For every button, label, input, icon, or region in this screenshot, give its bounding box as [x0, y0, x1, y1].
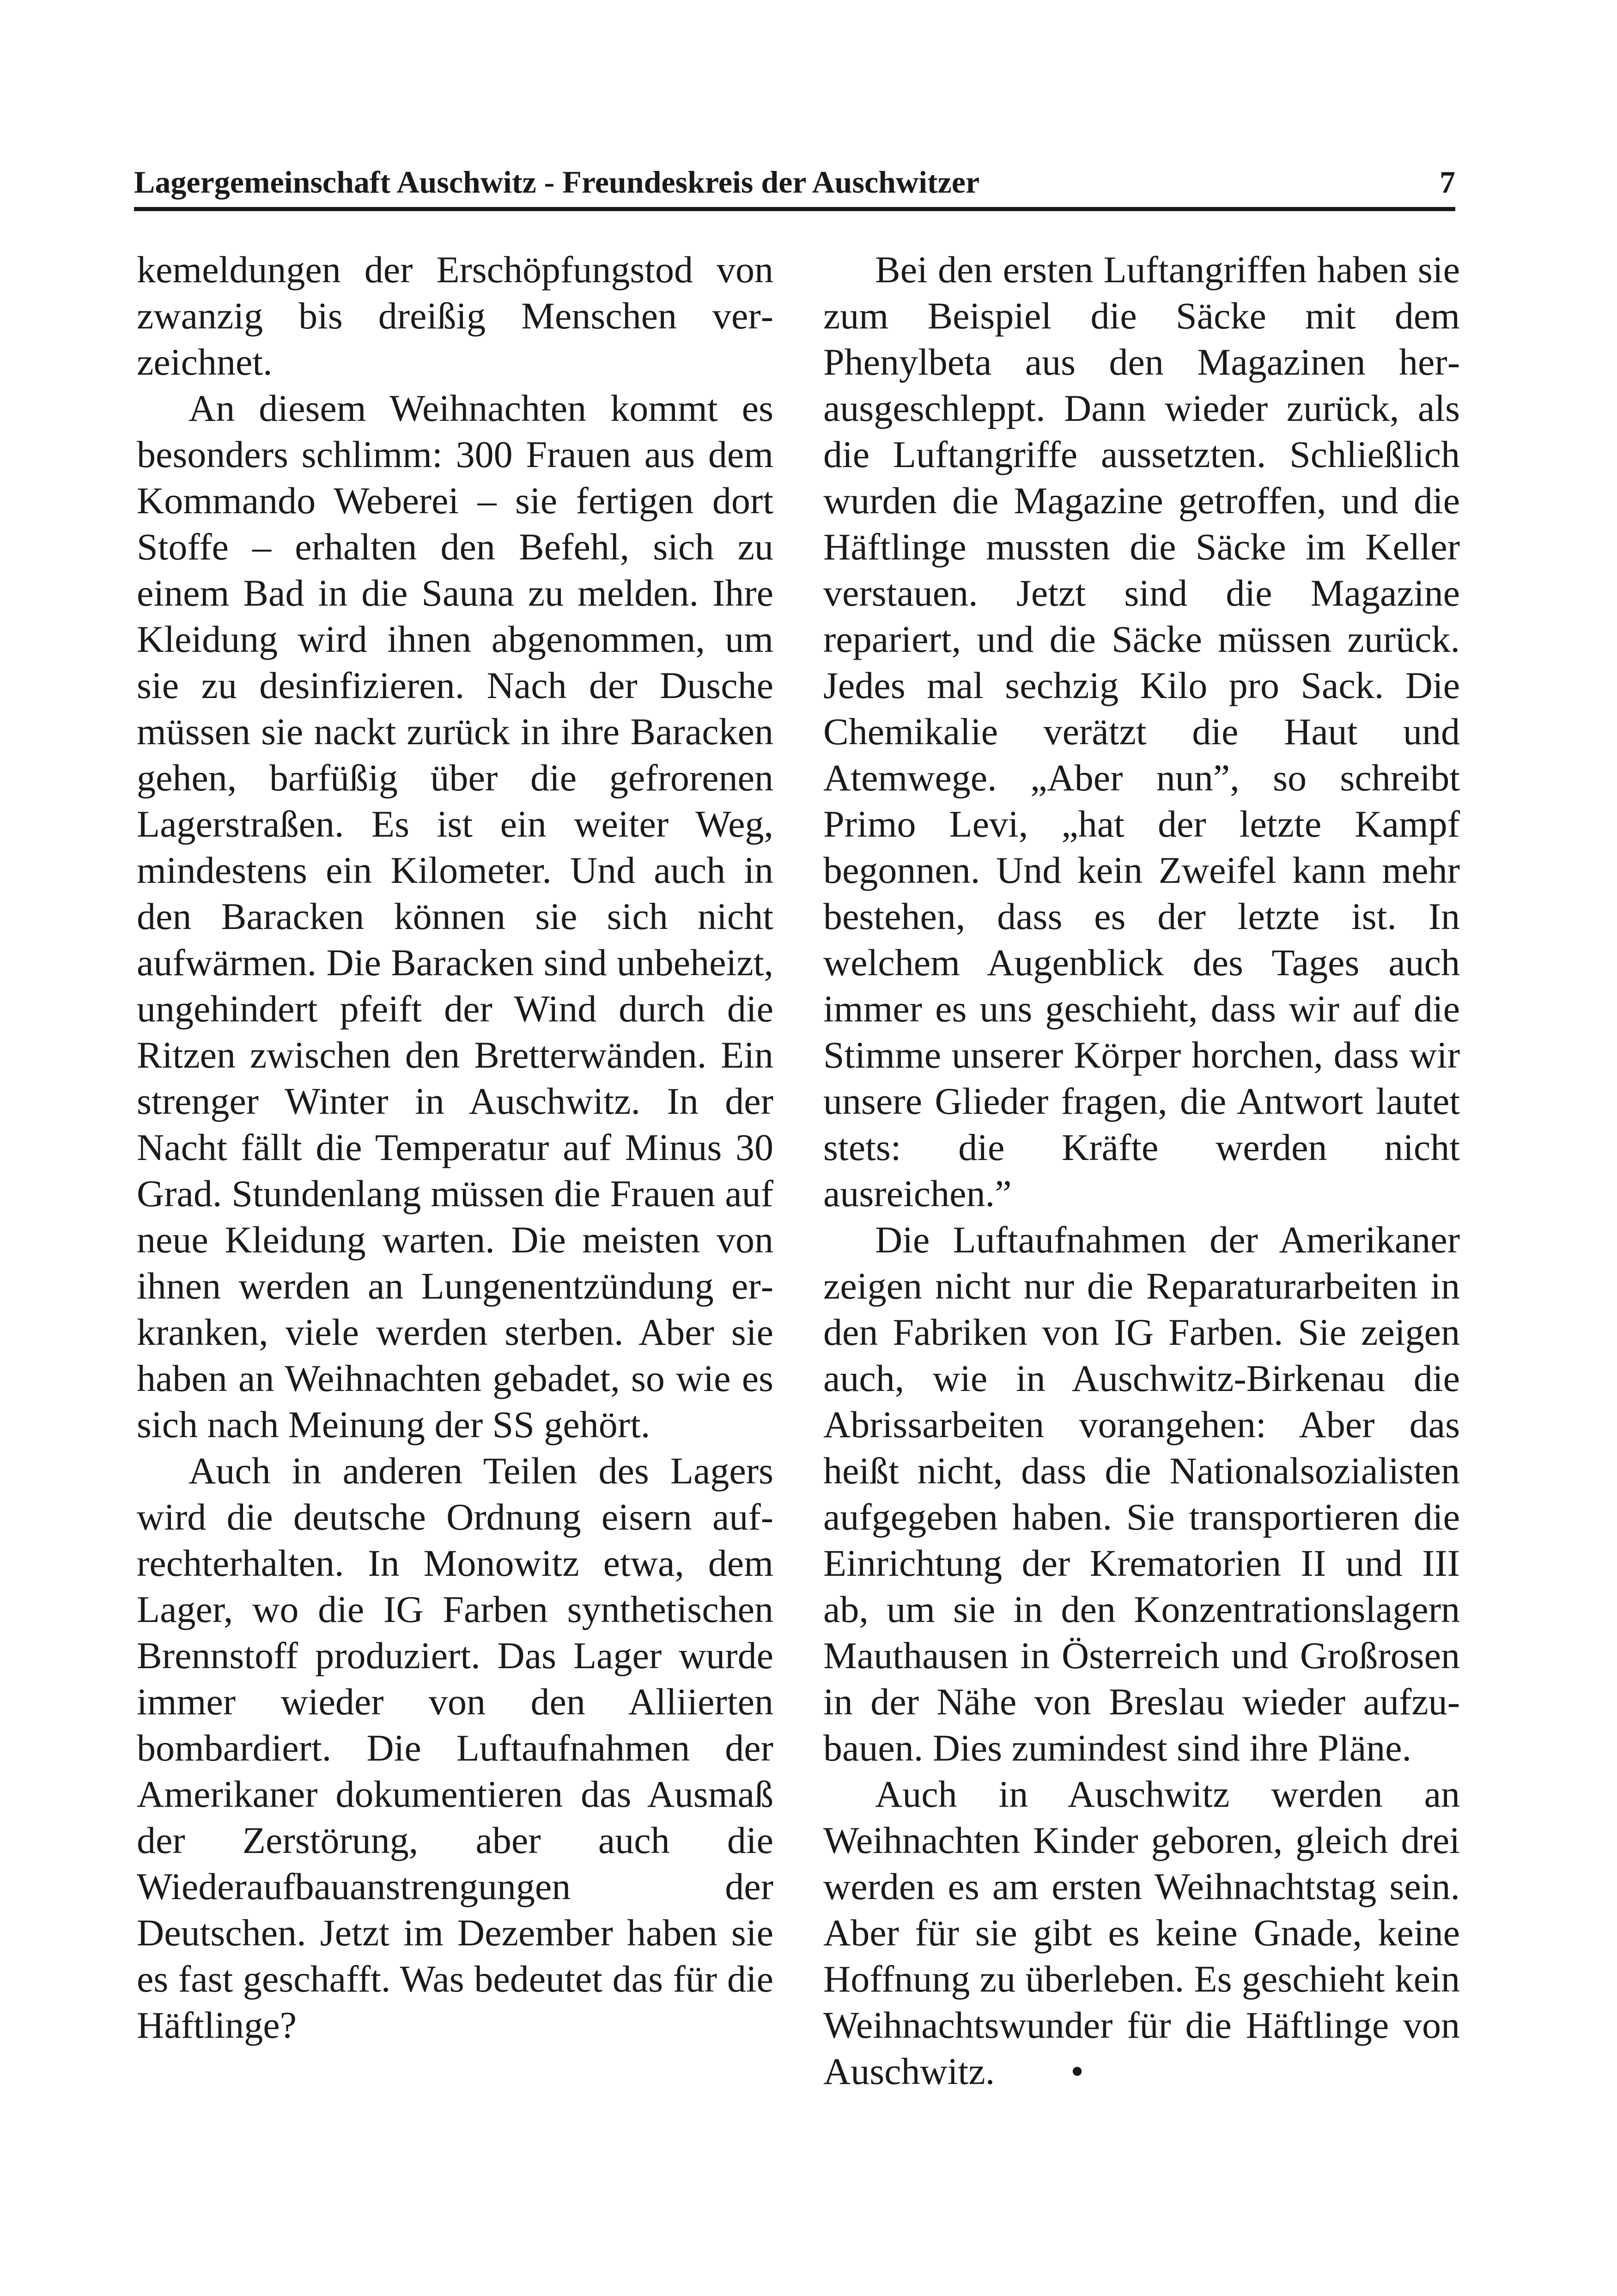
- running-header: [134, 163, 1455, 211]
- paragraph-right-1: Bei den ersten Luftangriffen haben sie zum Beispiel die Säcke mit dem Phenylbeta aus den Magazinen herausgeschleppt. Dann wieder zurück, als die Luftangriffe aussetzten. Schließlich wurden die Magazine getroffen, und die Häftlinge mussten die Säcke im Keller verstauen. Jetzt sind die Magazine repariert, und die Säcke müssen zurück. Jedes mal sechzig Kilo pro Sack. Die Chemikalie verätzt die Haut und Atemwege. „Aber nun”, so schreibt Primo Levi, „hat der letzte Kampf begonnen. Und kein Zweifel kann mehr bestehen, dass es der letzte ist. In welchem Augenblick des Tages auch immer es uns geschieht, dass wir auf die Stimme unserer Körper horchen, dass wir unsere Glieder fragen, die Antwort lautet stets: die Kräfte werden nicht ausreichen.”: [823, 249, 1460, 1215]
- end-of-article-bullet: •: [1070, 2050, 1084, 2092]
- paragraph-left-1: kemeldungen der Erschöpfungstod von zwanzig bis dreißig Menschen verzeichnet.: [137, 249, 773, 383]
- paragraph-left-3: Auch in anderen Teilen des Lagers wird die deutsche Ordnung eisern aufrechterhalten. In Monowitz etwa, dem Lager, wo die IG Farben synthetischen Brennstoff produziert. Das Lager wurde immer wieder von den Alliierten bombardiert. Die Luftaufnahmen der Amerikaner dokumentieren das Ausmaß der Zerstörung, aber auch die Wiederaufbauanstrengungen der Deutschen. Jetzt im Dezember haben sie es fast geschafft. Was bedeutet das für die Häftlinge?: [137, 1450, 773, 2046]
- paragraph-right-3: [823, 1771, 1460, 2095]
- header-title: Lagergemeinschaft Auschwitz - Freundeskreis der Auschwitzer: [134, 164, 980, 200]
- paragraph-left-2: An diesem Weihnachten kommt es besonders schlimm: 300 Frauen aus dem Kommando Weberei – sie fertigen dort Stoffe – erhalten den Befehl, sich zu einem Bad in die Sauna zu melden. Ihre Kleidung wird ihnen abgenommen, um sie zu desinfizieren. Nach der Dusche müssen sie nackt zurück in ihre Baracken gehen, barfüßig über die gefrorenen Lagerstraßen. Es ist ein weiter Weg, mindestens ein Kilometer. Und auch in den Baracken können sie sich nicht aufwärmen. Die Baracken sind unbeheizt, ungehindert pfeift der Wind durch die Ritzen zwischen den Bretterwänden. Ein strenger Winter in Auschwitz. In der Nacht fällt die Temperatur auf Minus 30 Grad. Stundenlang müssen die Frauen auf neue Kleidung warten. Die meisten von ihnen werden an Lungenentzündung erkranken, viele werden sterben. Aber sie haben an Weihnachten gebadet, so wie es sich nach Meinung der SS gehört.: [137, 387, 773, 1446]
- left-column: [137, 247, 773, 2048]
- page-number: 7: [1440, 164, 1455, 200]
- paragraph-right-2: Die Luftaufnahmen der Amerikaner zeigen nicht nur die Reparaturarbeiten in den Fabriken von IG Farben. Sie zeigen auch, wie in Auschwitz-Birkenau die Abrissarbeiten vorangehen: Aber das heißt nicht, dass die Nationalsozialisten aufgegeben haben. Sie transportieren die Einrichtung der Krematorien II und III ab, um sie in den Konzentrationslagern Mauthausen in Österreich und Großrosen in der Nähe von Breslau wieder aufzubauen. Dies zumindest sind ihre Pläne.: [823, 1219, 1460, 1769]
- right-column: [823, 247, 1460, 2095]
- paragraph-right-3-text: Auch in Auschwitz werden an Weihnachten Kinder geboren, gleich drei werden es am ersten Weihnachtstag sein. Aber für sie gibt es keine Gnade, keine Hoffnung zu überleben. Es geschieht kein Weihnachtswunder für die Häftlinge von Auschwitz.: [823, 1773, 1460, 2092]
